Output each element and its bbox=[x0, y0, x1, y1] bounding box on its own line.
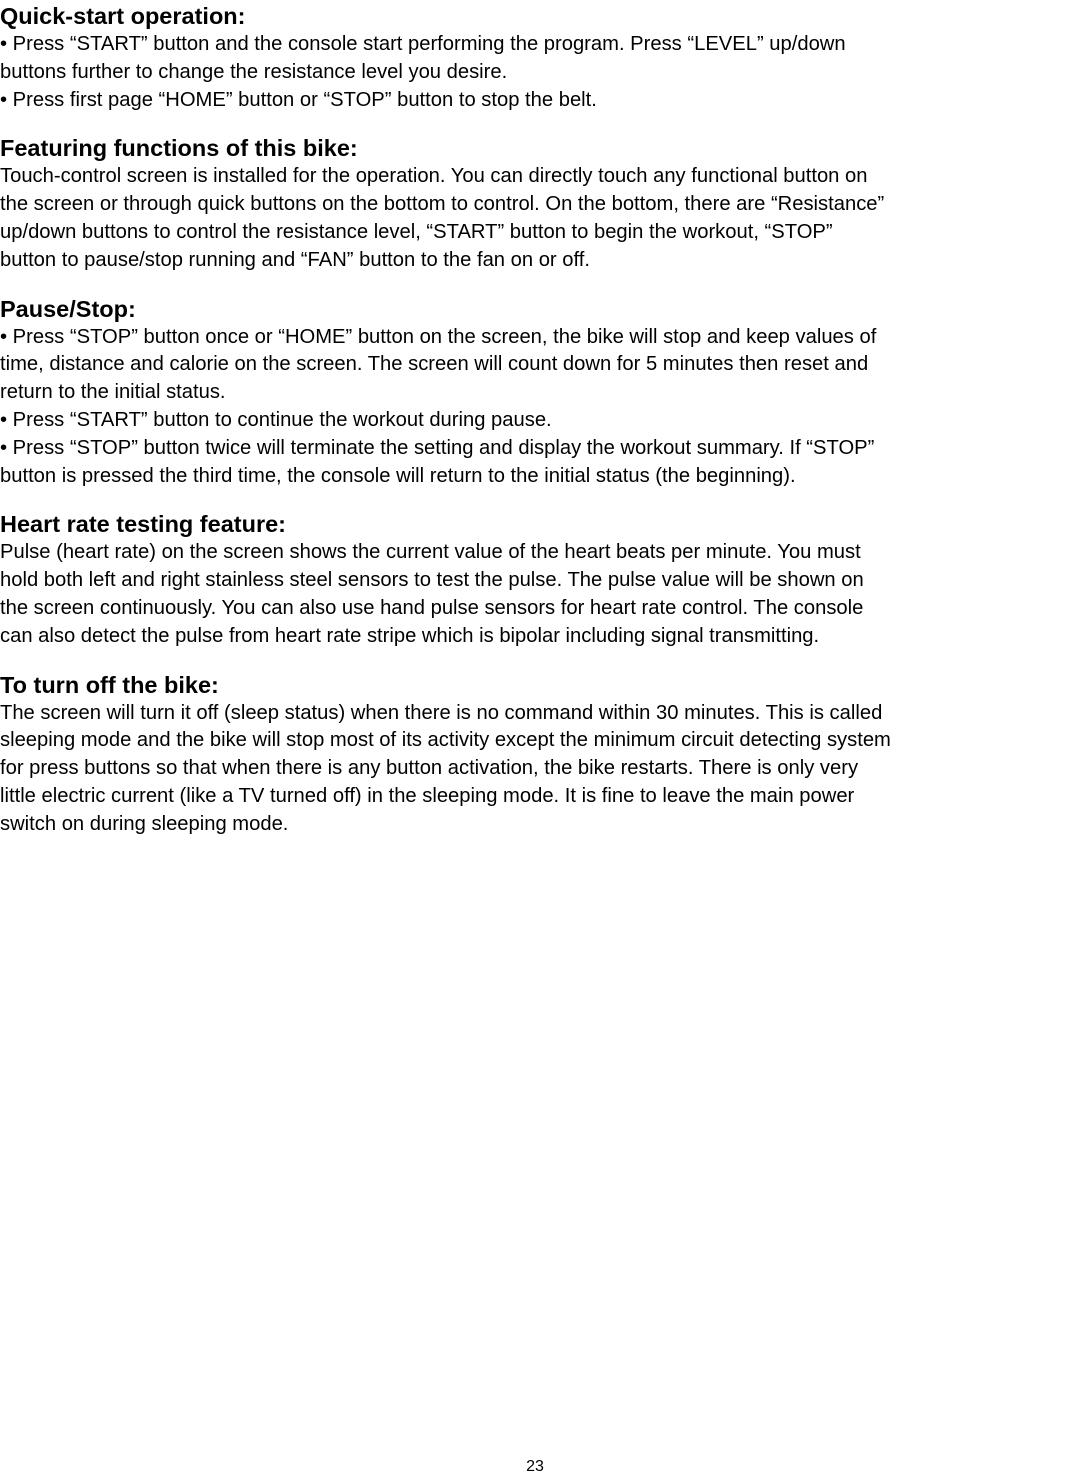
section-heart-rate bbox=[0, 510, 1070, 650]
paragraph: Pulse (heart rate) on the screen shows the current value of the heart beats per minute. You must hold both left and right stainless steel sensors to test the pulse. The pulse value will be shown on the screen continuously. You can also use hand pulse sensors for heart rate control. The console can also detect the pulse from heart rate stripe which is bipolar including signal transmitting. bbox=[0, 541, 864, 647]
paragraph: The screen will turn it off (sleep status) when there is no command within 30 minutes. This is called sleeping mode and the bike will stop most of its activity except the minimum circuit detecting system for press buttons so that when there is any button activation, the bike restarts. There is only very little electric current (like a TV turned off) in the sleeping mode. It is fine to leave the main power switch on during sleeping mode. bbox=[0, 701, 891, 835]
section-heading: Heart rate testing feature: bbox=[0, 511, 286, 538]
section-heading: To turn off the bike: bbox=[0, 671, 219, 698]
section-pause-stop bbox=[0, 295, 1070, 491]
bullet-item: • Press “STOP” button twice will terminate the setting and display the workout summary. If “STOP” button is pressed the third time, the console will return to the initial status (the beginning). bbox=[0, 436, 875, 487]
bullet-item: • Press “START” button to continue the workout during pause. bbox=[0, 408, 552, 431]
page-content bbox=[0, 2, 1070, 859]
section-heading: Featuring functions of this bike: bbox=[0, 135, 358, 162]
section-turn-off bbox=[0, 671, 1070, 839]
section-heading: Pause/Stop: bbox=[0, 295, 136, 322]
paragraph: Touch-control screen is installed for the operation. You can directly touch any functional button on the screen or through quick buttons on the bottom to control. On the bottom, there are “Resistance” up/down buttons to control the resistance level, “START” button to begin the workout, “STOP” button to pause/stop running and “FAN” button to the fan on or off. bbox=[0, 165, 885, 271]
bullet-item: • Press first page “HOME” button or “STOP” button to stop the belt. bbox=[0, 88, 597, 111]
section-quick-start bbox=[0, 2, 1070, 114]
section-heading: Quick-start operation: bbox=[0, 3, 246, 29]
page-number: 23 bbox=[526, 1458, 544, 1475]
bullet-item: • Press “STOP” button once or “HOME” button on the screen, the bike will stop and keep values of time, distance and calorie on the screen. The screen will count down for 5 minutes then reset and return to the initial status. bbox=[0, 325, 877, 404]
bullet-item: • Press “START” button and the console start performing the program. Press “LEVEL” up/down buttons further to change the resistance level you desire. bbox=[0, 33, 846, 83]
section-featuring-functions bbox=[0, 134, 1070, 274]
